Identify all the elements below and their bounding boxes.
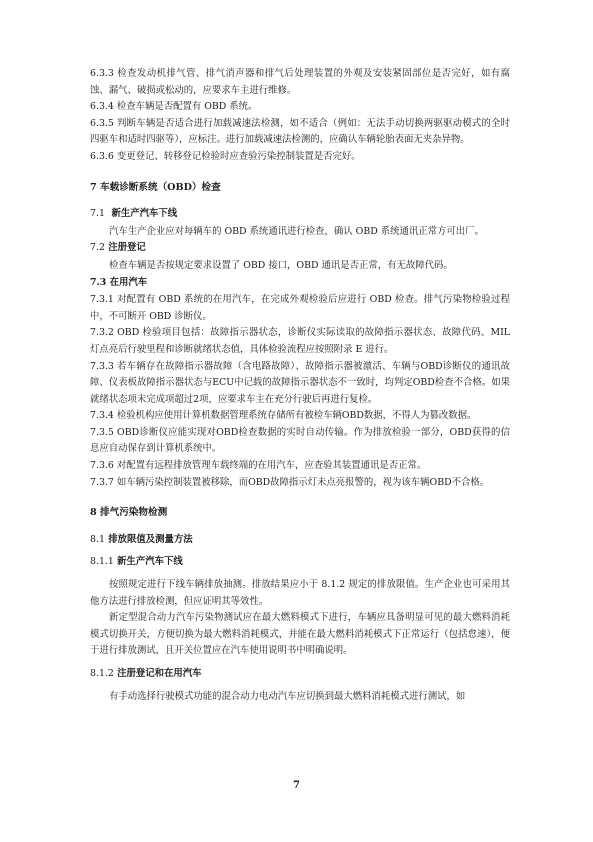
document-body [90, 66, 510, 705]
heading-7: 7 车载诊断系统（OBD）检查 [90, 181, 221, 193]
para-7-1: 汽车生产企业应对每辆车的 OBD 系统通讯进行检查，确认 OBD 系统通讯正常方可出厂。 [109, 225, 484, 237]
heading-8: 8 排气污染物检测 [90, 507, 168, 519]
para-7-2: 检查车辆是否按规定要求设置了 OBD 接口，OBD 通讯是否正常，有无故障代码。 [109, 259, 453, 271]
heading-7-2 [90, 240, 510, 257]
heading-7-2-title: 注册登记 [108, 242, 146, 254]
heading-8-1 [90, 532, 510, 549]
heading-8-1-title: 排放限值及测量方法 [108, 533, 193, 545]
para-8-1-2: 有手动选择行驶模式功能的混合动力电动汽车应切换到最大燃料消耗模式进行测试，如 [109, 690, 466, 702]
para-7-3-5: 7.3.5 OBD诊断仪应能实现对OBD检查数据的实时自动传输。作为排放检验一部分，OBD获得的信息应自动保存到计算机系统中。 [90, 426, 510, 455]
heading-8-1-2 [90, 666, 510, 683]
para-7-3-6: 7.3.6 对配置有远程排放管理车载终端的在用汽车，应查验其装置通讯是否正常。 [90, 460, 427, 472]
heading-7-1 [90, 206, 510, 223]
heading-8-1-1-title: 新生产汽车下线 [117, 556, 183, 568]
para-7-3-2: 7.3.2 OBD 检验项目包括：故障指示器状态，诊断仪实际读取的故障指示器状态、故障代码、MIL 灯点亮后行驶里程和诊断就绪状态值，具体检验流程应按照附录 E 进行。 [90, 327, 510, 355]
para-6-3-5: 6.3.5 判断车辆是否适合进行加载减速法检测，如不适合（例如：无法手动切换两驱驱动模式的全时四驱车和适时四驱等），应标注。进行加载减速法检测的，应确认车辆轮胎表面无夹杂异物。 [90, 117, 510, 146]
para-7-3-7: 7.3.7 如车辆污染控制装置被移除，而OBD故障指示灯未点亮报警的，视为该车辆OBD不合格。 [90, 476, 490, 488]
para-8-1-1-b: 新定型混合动力汽车污染物测试应在最大燃料模式下进行，车辆应具备明显可见的最大燃料消耗模式切换开关，方便切换为最大燃料消耗模式，并能在最大燃料消耗模式下正常运行（包括怠速），便于进行排放测试，且开关位置应在汽车使用说明书中明确说明。 [90, 612, 510, 657]
para-6-3-4: 6.3.4 检查车辆是否配置有 OBD 系统。 [90, 101, 258, 113]
heading-8-1-1-number: 8.1.1 [90, 556, 114, 568]
para-6-3-3: 6.3.3 检查发动机排气管、排气消声器和排气后处理装置的外观及安装紧固部位是否完好，如有腐蚀、漏气、破损或松动的，应要求车主进行维修。 [90, 68, 510, 96]
heading-8-1-1 [90, 554, 510, 571]
heading-8-1-number: 8.1 [90, 533, 105, 545]
heading-7-1-title: 新生产汽车下线 [111, 208, 178, 220]
para-7-3-3: 7.3.3 若车辆存在故障指示器故障（含电路故障）、故障指示器被激活、车辆与OBD诊断仪的通讯故障、仪表板故障指示器状态与ECU中记载的故障指示器状态不一致时，均判定OBD检查不合格。如果就绪状态项未完成项超过2项，应要求车主在充分行驶后再进行复检。 [90, 360, 510, 405]
heading-7-2-number: 7.2 [90, 242, 105, 254]
para-7-3-1: 7.3.1 对配置有 OBD 系统的在用汽车，在完成外观检验后应进行 OBD 检查。排气污染物检验过程中，不可断开 OBD 诊断仪。 [90, 294, 510, 322]
para-6-3-6: 6.3.6 变更登记、转移登记检验时应查验污染控制装置是否完好。 [90, 150, 361, 162]
heading-7-1-number: 7.1 [90, 208, 105, 220]
heading-8-1-2-title: 注册登记和在用汽车 [117, 668, 202, 679]
heading-7-3: 7.3 在用汽车 [90, 276, 148, 288]
para-8-1-1-a: 按照规定进行下线车辆排放抽测。排放结果应小于 8.1.2 规定的排放限值。生产企业也可采用其他方法进行排放检测，但应证明其等效性。 [90, 579, 510, 607]
para-7-3-4: 7.3.4 检验机构应使用计算机数据管理系统存储所有被检车辆OBD数据，不得人为篡改数据。 [90, 410, 477, 422]
heading-8-1-2-number: 8.1.2 [90, 668, 114, 679]
page-number: 7 [293, 780, 300, 791]
